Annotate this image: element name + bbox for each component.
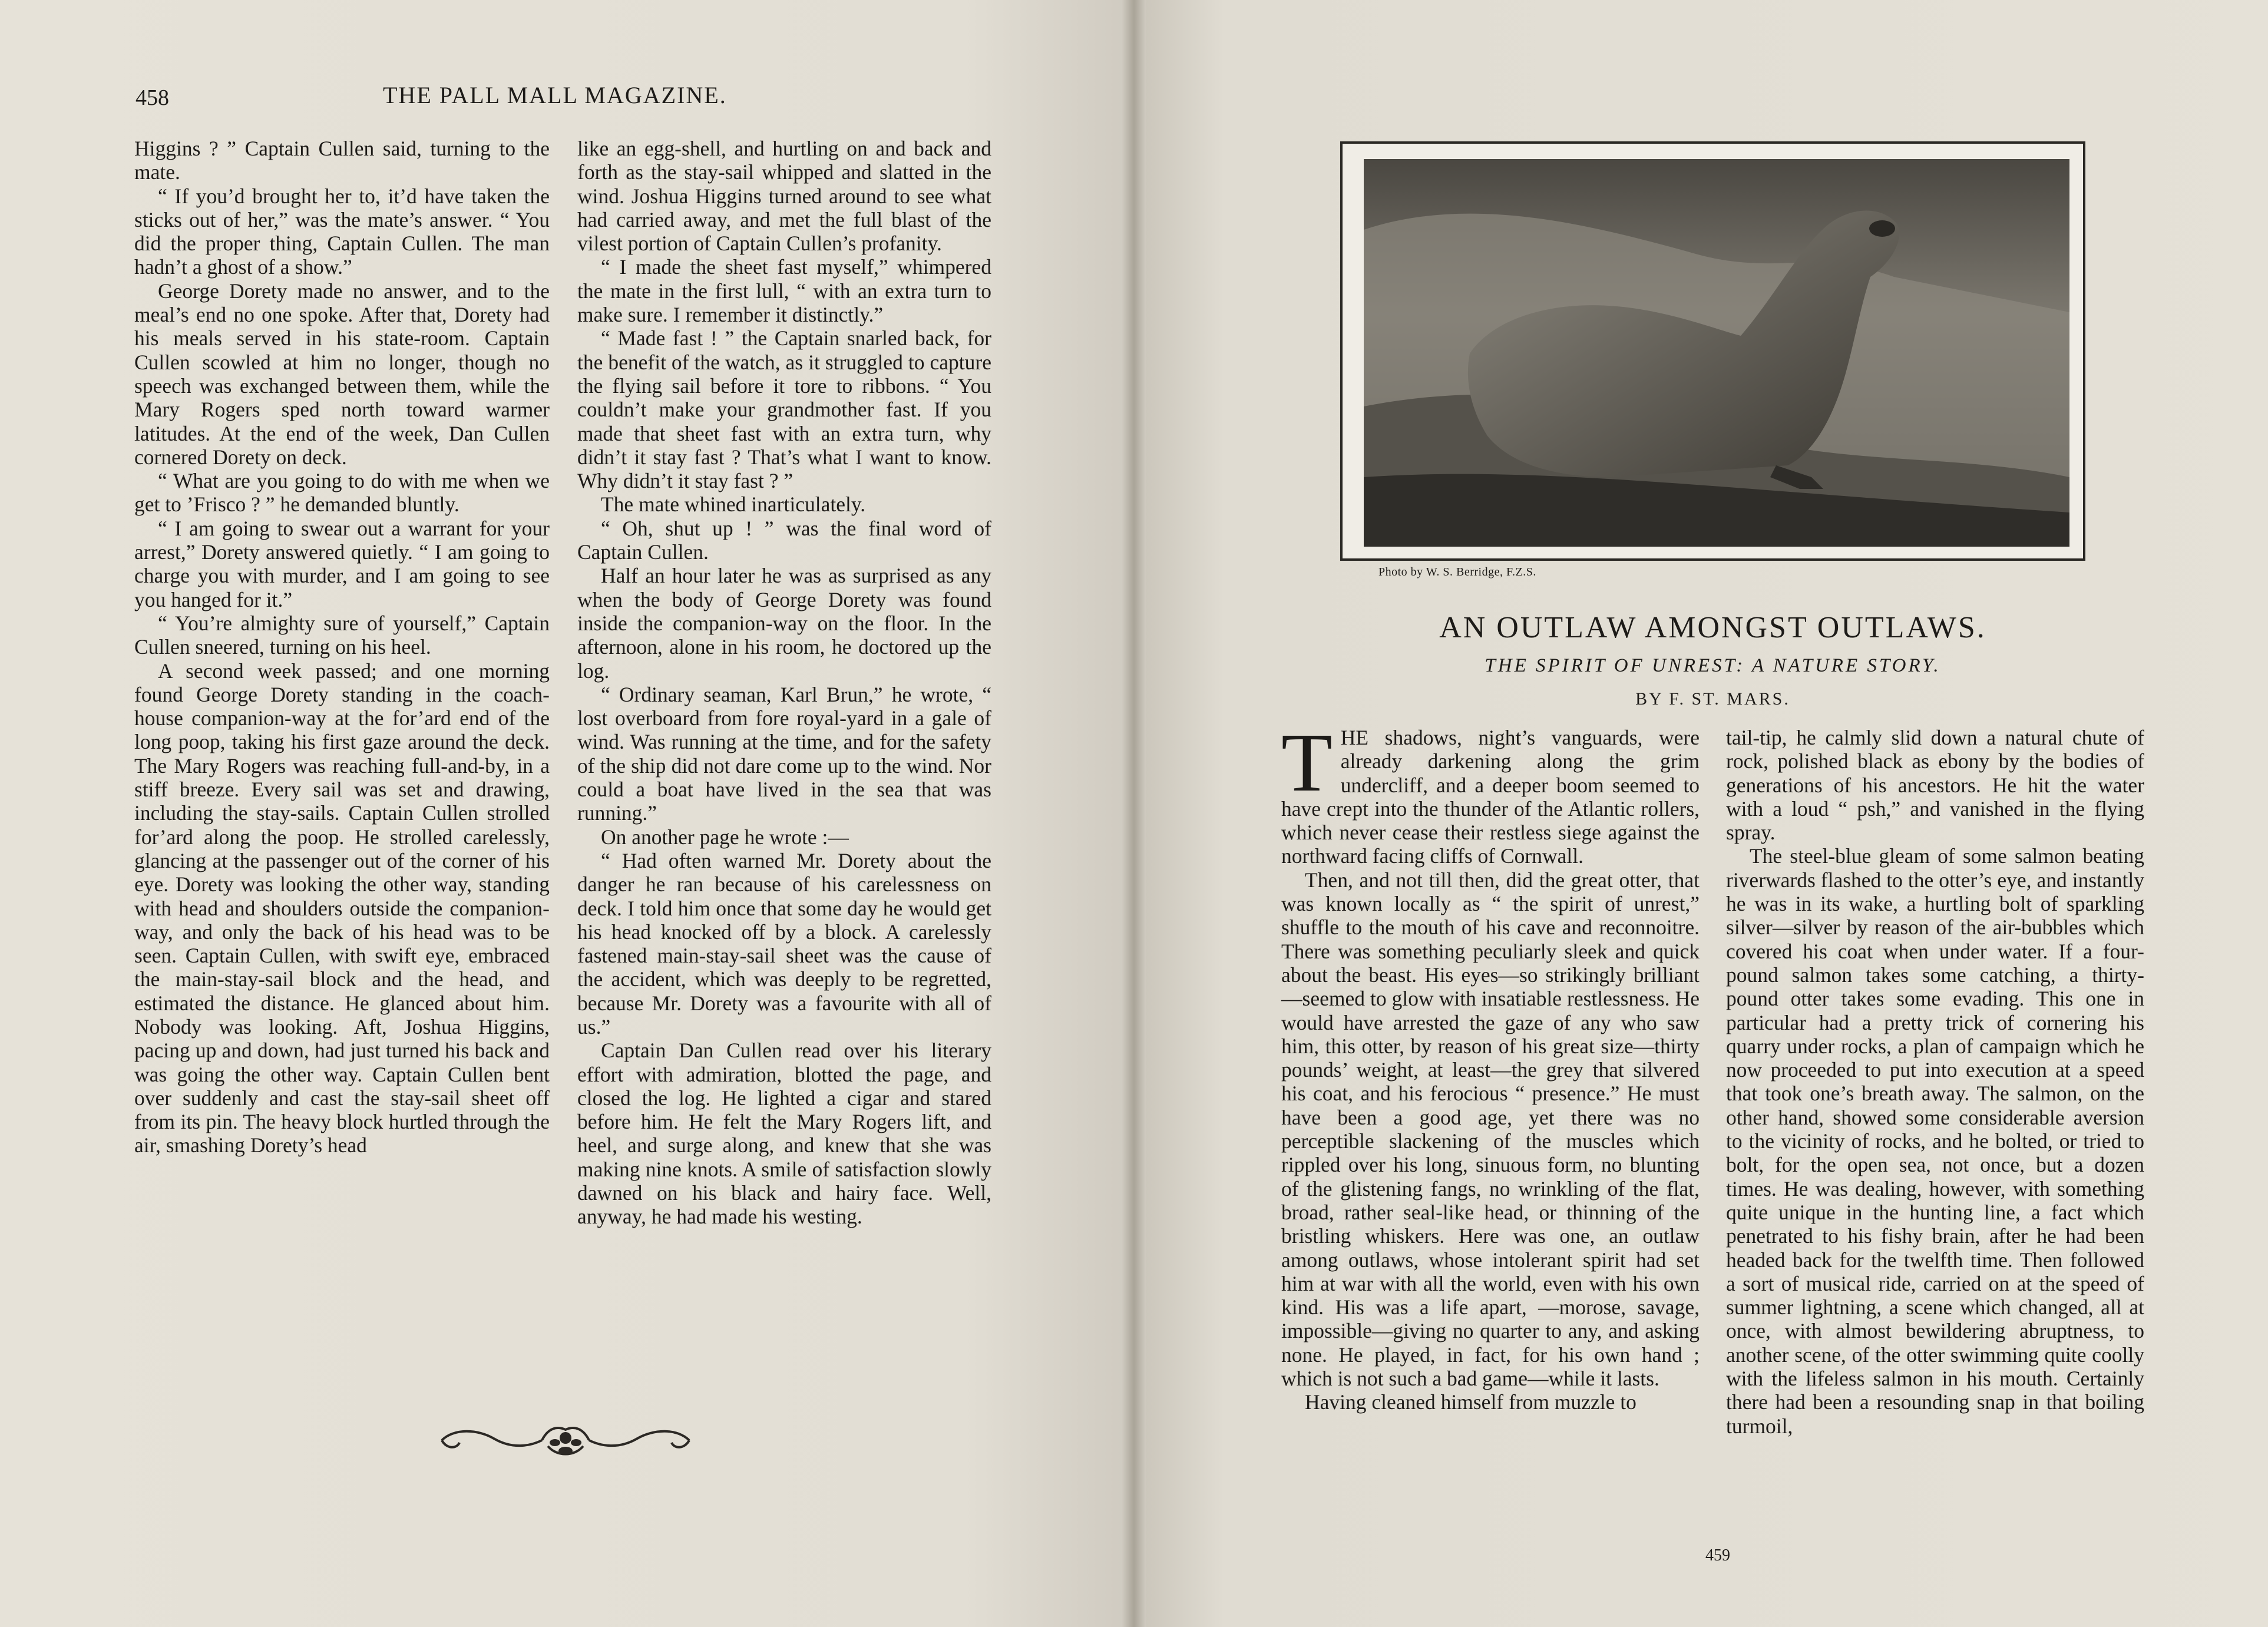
paragraph	[577, 326, 991, 492]
tailpiece-ornament-icon	[430, 1417, 701, 1464]
right-column-1	[1281, 716, 1700, 1414]
paragraph-text: Then, and not till then, did the great otter, that was known locally as “ the spirit of unrest,” shuffle to the mouth of his cave and reconnoitre. There was something peculiarly sleek and quick about the beast. His eyes—so strikingly brilliant—seemed to glow with insatiable restlessness. He would have arrested the gaze of any who saw him, this otter, by reason of his great size—thirty pounds’ weight, at least—the grey that silvered his coat, and his ferocious “ presence.” He must have been a good age, yet there was no perceptible slackening of the muscles which rippled over his long, sinuous form, no blunting of the glistening fangs, no wrinkling of the flat, broad, rather seal-like head, or thinning of the bristling whiskers. Here was one, an outlaw among outlaws, whose intolerant spirit had set him at war with all the world, even with his own kind. His was a life apart, —morose, savage, impossible—giving no quarter to any, and asking none. He played, in fact, for his own hand ; which is not such a bad game—while it lasts.	[1281, 868, 1700, 1391]
paragraph-text: A second week passed; and one morning found George Dorety standing in the coach-house companion-way at the for’ard end of the long poop, taking his first gaze around the deck. The Mary Rogers was reaching full-and-by, in a stiff breeze. Every sail was set and drawing, including the stay-sails. Captain Cullen strolled for’ard along the poop. He strolled carelessly, glancing at the passenger out of the corner of his eye. Dorety was looking the other way, standing with head and shoulders outside the companion-way, and only the back of his head was to be seen. Captain Cullen, with swift eye, embraced the main-stay-sail block and the head, and estimated the distance. He glanced about him. Nobody was looking. Aft, Joshua Higgins, pacing up and down, had just turned his back and was going the other way. Captain Cullen bent over suddenly and cast the stay-sail sheet off from its pin. The heavy block hurtled through the air, smashing Dorety’s head	[134, 659, 550, 1158]
paragraph	[577, 683, 991, 825]
paragraph	[1281, 1390, 1700, 1414]
magazine-title: THE PALL MALL MAGAZINE.	[383, 82, 727, 108]
paragraph	[577, 849, 991, 1039]
book-gutter	[1122, 0, 1146, 1627]
paragraph-text: “ Oh, shut up ! ” was the final word of Captain Cullen.	[577, 516, 991, 564]
paragraph-text: Having cleaned himself from muzzle to	[1305, 1390, 1636, 1414]
paragraph	[134, 469, 550, 517]
page-number-right: 459	[1705, 1546, 1730, 1565]
paragraph-text: Higgins ? ” Captain Cullen said, turning to the mate.	[134, 137, 550, 184]
paragraph	[134, 517, 550, 611]
paragraph-text: The steel-blue gleam of some salmon beating riverwards flashed to the otter’s eye, and instantly he was in its wake, a hurtling bolt of sparkling silver—silver by reason of the air-bubbles which covered his coat when under water. If a four-pound salmon takes some catching, a thirty-pound otter takes some evading. This one in particular had a pretty trick of cornering his quarry under rocks, a plan of campaign which he now proceeded to put into execution at a speed that took one’s breath away. The salmon, on the other hand, showed some considerable aversion to the vicinity of rocks, and he bolted, or tried to bolt, for the open sea, not once, but a dozen times. He was dealing, however, with something quite unique in the hunting line, a fact which penetrated to his fishy brain, after he had been headed back for the twelfth time. Then followed a sort of musical ride, carried on at the speed of summer lightning, a scene which changed, all at once, with almost bewildering abruptness, to another scene, of the otter swimming quite coolly with the lifeless salmon in his mouth. Certainly there had been a resounding snap in that boiling turmoil,	[1726, 844, 2144, 1438]
paragraph-text: The mate whined inarticulately.	[601, 492, 866, 517]
paragraph	[577, 825, 991, 849]
paragraph-text: HE shadows, night’s vanguards, were already darkening along the grim undercliff, and a deeper boom seemed to have crept into the thunder of the Atlantic rollers, which never cease their restless siege against the northward facing cliffs of Cornwall.	[1281, 726, 1700, 868]
otter-photograph-frame	[1340, 141, 2085, 561]
paragraph	[134, 611, 550, 659]
paragraph-text: “ You’re almighty sure of yourself,” Captain Cullen sneered, turning on his heel.	[134, 611, 550, 659]
article-title: AN OUTLAW AMONGST OUTLAWS.	[1439, 611, 1986, 644]
photo-credit: Photo by W. S. Berridge, F.Z.S.	[1378, 566, 1536, 578]
paragraph	[1281, 716, 1700, 868]
drop-cap: T	[1281, 716, 1333, 809]
paragraph	[577, 492, 991, 516]
paragraph-text: “ Made fast ! ” the Captain snarled back, for the benefit of the watch, as it struggled to capture the flying sail before it tore to ribbons. “ You couldn’t make your grandmother fast. If you made that sheet fast with an extra turn, why didn’t it stay fast ? That’s what I want to know. Why didn’t it stay fast ? ”	[577, 326, 991, 493]
paragraph-text: “ Had often warned Mr. Dorety about the danger he ran because of his carelessness on deck. I told him once that some day he would get his head knocked off by a block. A carelessly fastened main-stay-sail sheet was the cause of the accident, which was deeply to be regretted, because Mr. Dorety was a favourite with all of us.”	[577, 848, 991, 1039]
paragraph-text: tail-tip, he calmly slid down a natural chute of rock, polished black as ebony by the bodies of generations of his ancestors. He hit the water with a loud “ psh,” and vanished in the flying spray.	[1726, 726, 2144, 845]
paragraph-text: like an egg-shell, and hurtling on and back and forth as the stay-sail whipped and slatted in the wind. Joshua Higgins turned around to see what had carried away, and met the full blast of the vilest portion of Captain Cullen’s profanity.	[577, 137, 991, 256]
paragraph-text: “ What are you going to do with me when we get to ’Frisco ? ” he demanded bluntly.	[134, 469, 550, 517]
page-number-left: 458	[135, 85, 169, 110]
paragraph-text: “ I am going to swear out a warrant for your arrest,” Dorety answered quietly. “ I am going to charge you with murder, and I am going to see you hanged for it.”	[134, 516, 550, 611]
paragraph-text: Captain Dan Cullen read over his literary effort with admiration, blotted the page, and closed the log. He lighted a cigar and stared before him. He felt the Mary Rogers lift, and heel, and surge along, and knew that she was making nine knots. A smile of satisfaction slowly dawned on his black and hairy face. Well, anyway, he had made his westing.	[577, 1039, 991, 1229]
paragraph-text: Half an hour later he was as surprised as any when the body of George Dorety was found inside the companion-way on the floor. In the afternoon, alone in his room, he doctored up the log.	[577, 564, 991, 683]
paragraph	[134, 659, 550, 1158]
right-column-2	[1726, 726, 2144, 1438]
paragraph	[577, 564, 991, 682]
paragraph	[134, 137, 550, 184]
paragraph	[1726, 726, 2144, 844]
article-subtitle: THE SPIRIT OF UNREST: A NATURE STORY.	[1485, 655, 1941, 676]
paragraph	[134, 279, 550, 469]
paragraph	[134, 184, 550, 279]
otter-image	[1364, 159, 2069, 547]
paragraph	[1726, 844, 2144, 1437]
paragraph	[577, 1039, 991, 1228]
paragraph-text: On another page he wrote :—	[601, 825, 849, 849]
left-column-1	[134, 137, 550, 1158]
left-column-2	[577, 137, 991, 1229]
paragraph-text: George Dorety made no answer, and to the meal’s end no one spoke. After that, Dorety had his meals served in his state-room. Captain Cullen scowled at him no longer, though no speech was exchanged between them, while the Mary Rogers sped north toward warmer latitudes. At the end of the week, Dan Cullen cornered Dorety on deck.	[134, 279, 550, 469]
paragraph-text: “ If you’d brought her to, it’d have taken the sticks out of her,” was the mate’s answer. “ You did the proper thing, Captain Cullen. The man hadn’t a ghost of a show.”	[134, 184, 550, 279]
paragraph	[577, 137, 991, 255]
paragraph	[577, 255, 991, 326]
paragraph-text: “ Ordinary seaman, Karl Brun,” he wrote, “ lost overboard from fore royal-yard in a gale of wind. Was running at the time, and for the safety of the ship did not dare come up to the wind. Nor could a boat have lived in the sea that was running.”	[577, 682, 991, 825]
paragraph	[1281, 868, 1700, 1391]
paragraph-text: “ I made the sheet fast myself,” whimpered the mate in the first lull, “ with an extra turn to make sure. I remember it distinctly.”	[577, 255, 991, 327]
article-byline: BY F. ST. MARS.	[1635, 689, 1790, 709]
otter-photograph	[1364, 159, 2069, 547]
paragraph	[577, 517, 991, 564]
